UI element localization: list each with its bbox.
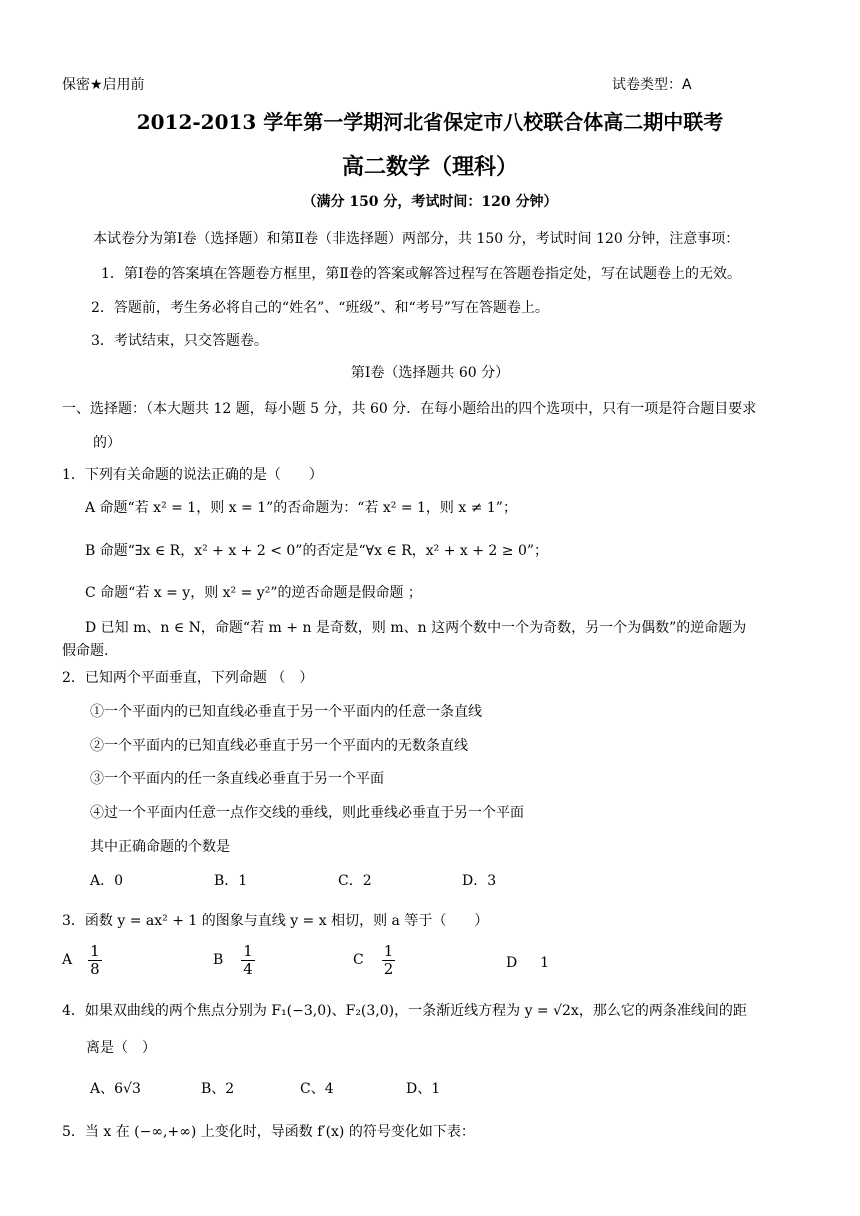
q3-option-b (213, 943, 255, 977)
section1-instructions-cont: 的） (93, 435, 121, 451)
q4-option-a: A、6√3 (90, 1081, 141, 1097)
q2-item-2: ②一个平面内的已知直线必垂直于另一个平面内的无数条直线 (90, 738, 468, 754)
q3-option-d-value: 1 (540, 955, 550, 971)
paper-type-label: 试卷类型：A (612, 77, 692, 93)
q4-option-b: B、2 (201, 1081, 235, 1097)
q1-stem: 1．下列有关命题的说法正确的是（ ） (62, 467, 323, 483)
q3-option-d-letter: D (506, 955, 518, 971)
intro-text: 本试卷分为第Ⅰ卷（选择题）和第Ⅱ卷（非选择题）两部分，共 150 分，考试时间 120 分钟，注意事项： (93, 231, 740, 247)
q1-option-a: A 命题“若 x² = 1，则 x = 1”的否命题为：“若 x² = 1，则 x ≠ 1”； (85, 500, 517, 516)
q4-stem-cont: 离是（ ） (86, 1040, 156, 1056)
q3-option-c (353, 943, 395, 977)
section1-instructions: 一、选择题：（本大题共 12 题，每小题 5 分，共 60 分．在每小题给出的四个选项中，只有一项是符合题目要求 (62, 401, 757, 417)
q3-option-b-denominator: 4 (243, 959, 253, 978)
q3-option-c-letter: C (353, 952, 364, 968)
q2-option-c: C．2 (338, 873, 372, 889)
note-2: 2．答题前，考生务必将自己的“姓名”、“班级”、和“考号”写在答题卷上。 (91, 300, 549, 316)
q3-option-d (506, 955, 549, 971)
subject-title: 高二数学（理科） (341, 154, 518, 180)
q2-option-a: A．0 (90, 873, 124, 889)
q2-item-4: ④过一个平面内任意一点作交线的垂线，则此垂线必垂直于另一个平面 (90, 805, 524, 821)
q4-stem: 4．如果双曲线的两个焦点分别为 F₁(−3,0)、F₂(3,0)，一条渐近线方程为 y = √2x，那么它的两条准线间的距 (62, 1003, 747, 1019)
q2-item-1: ①一个平面内的已知直线必垂直于另一个平面内的任意一条直线 (90, 704, 482, 720)
confidential-label: 保密★启用前 (62, 77, 145, 93)
note-3: 3．考试结束，只交答题卷。 (91, 333, 268, 349)
part1-heading: 第Ⅰ卷（选择题共 60 分） (350, 365, 510, 381)
q3-option-a-fraction (88, 943, 102, 977)
q1-option-c: C 命题“若 x = y，则 x² = y²”的逆否命题是假命题 ； (85, 585, 422, 601)
q3-stem: 3．函数 y = ax² + 1 的图象与直线 y = x 相切，则 a 等于（ ） (62, 913, 489, 929)
q3-option-a (62, 943, 102, 977)
q3-option-c-numerator: 1 (383, 942, 394, 960)
q1-option-b: B 命题“∃x ∈ R，x² + x + 2 < 0”的否定是“∀x ∈ R，x² + x + 2 ≥ 0”； (85, 543, 549, 559)
q3-option-a-denominator: 8 (90, 959, 100, 978)
q3-option-c-fraction (382, 943, 396, 977)
q3-option-b-numerator: 1 (243, 942, 253, 960)
q3-option-c-denominator: 2 (383, 959, 394, 978)
q2-option-b: B．1 (214, 873, 248, 889)
q1-option-d: D 已知 m、n ∈ N，命题“若 m + n 是奇数，则 m、n 这两个数中一个为奇数，另一个为偶数”的逆命题为 (85, 620, 747, 636)
q3-option-b-fraction (241, 943, 255, 977)
q2-option-d: D．3 (462, 873, 497, 889)
q5-stem: 5．当 x 在 (−∞,+∞) 上变化时，导函数 f′(x) 的符号变化如下表： (62, 1124, 475, 1140)
q3-option-a-letter: A (62, 952, 73, 968)
q2-item-3: ③一个平面内的任一条直线必垂直于另一个平面 (90, 771, 384, 787)
q1-option-d-cont: 假命题. (62, 643, 109, 659)
note-1: 1．第Ⅰ卷的答案填在答题卷方框里，第Ⅱ卷的答案或解答过程写在答题卷指定处，写在试题卷上的无效。 (101, 266, 741, 282)
q3-option-b-letter: B (213, 952, 224, 968)
exam-info: （满分 150 分，考试时间：120 分钟） (302, 194, 558, 210)
q3-option-a-numerator: 1 (90, 942, 100, 960)
q2-question: 其中正确命题的个数是 (90, 839, 230, 855)
q2-stem: 2．已知两个平面垂直，下列命题 （ ） (62, 670, 314, 686)
q4-option-c: C、4 (300, 1081, 334, 1097)
exam-title: 2012-2013 学年第一学期河北省保定市八校联合体高二期中联考 (136, 110, 724, 134)
q4-option-d: D、1 (406, 1081, 441, 1097)
